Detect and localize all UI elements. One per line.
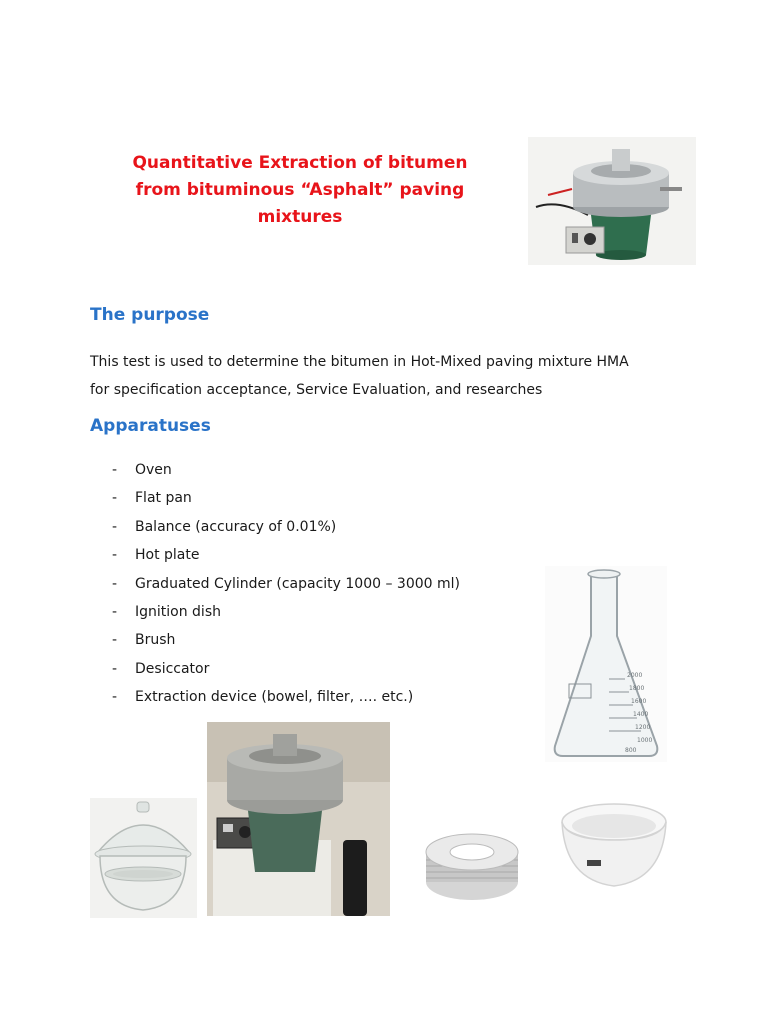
list-bullet: - (112, 575, 118, 592)
list-item (112, 541, 460, 569)
list-bullet: - (112, 689, 118, 706)
list-item (112, 683, 460, 711)
list-bullet: - (112, 660, 118, 677)
list-item (112, 626, 460, 654)
flask-label: 1200 (635, 724, 651, 731)
list-item (112, 655, 460, 683)
list-bullet: - (112, 462, 118, 478)
title-line: mixtures (257, 207, 343, 227)
extraction-device-photo (207, 722, 390, 916)
flask-label: 1400 (633, 711, 649, 718)
document-title (110, 150, 490, 231)
purpose-paragraph (90, 348, 710, 404)
purpose-line: This test is used to determine the bitumen in Hot-Mixed paving mixture HMA (90, 354, 629, 370)
list-bullet: - (112, 518, 118, 535)
erlenmeyer-flask-photo (545, 566, 667, 762)
title-line: from bituminous “Asphalt” paving (135, 180, 465, 200)
list-item-label: Ignition dish (135, 603, 221, 620)
apparatuses-heading: Apparatuses (90, 416, 211, 436)
flask-label: 1000 (637, 737, 653, 744)
list-item (112, 484, 460, 512)
desiccator-photo (90, 798, 197, 918)
list-item-label: Flat pan (135, 490, 192, 507)
list-bullet: - (112, 632, 118, 649)
list-item-label: Oven (135, 462, 172, 478)
list-item (112, 513, 460, 541)
list-bullet: - (112, 603, 118, 620)
list-bullet: - (112, 547, 118, 564)
flask-label: 800 (625, 747, 637, 754)
list-item (112, 570, 460, 598)
list-item-label: Graduated Cylinder (capacity 1000 – 3000 ml) (135, 575, 460, 592)
list-item (112, 598, 460, 626)
filter-rings-photo (422, 812, 522, 912)
list-item-label: Desiccator (135, 660, 210, 677)
flask-label: 2000 (627, 672, 643, 679)
list-item-label: Extraction device (bowel, filter, …. etc.) (135, 689, 414, 706)
flask-label: 1600 (631, 698, 647, 705)
list-bullet: - (112, 490, 118, 507)
flask-label: 1800 (629, 685, 645, 692)
purpose-line: for specification acceptance, Service Evaluation, and researches (90, 382, 543, 398)
ignition-dish-photo (553, 792, 676, 900)
list-item-label: Hot plate (135, 547, 200, 564)
list-item-label: Balance (accuracy of 0.01%) (135, 518, 337, 535)
list-item-label: Brush (135, 632, 176, 649)
list-item (112, 456, 460, 484)
title-line: Quantitative Extraction of bitumen (132, 153, 468, 173)
apparatus-list (112, 456, 460, 712)
purpose-heading: The purpose (90, 305, 210, 325)
centrifuge-extractor-photo (528, 137, 696, 265)
